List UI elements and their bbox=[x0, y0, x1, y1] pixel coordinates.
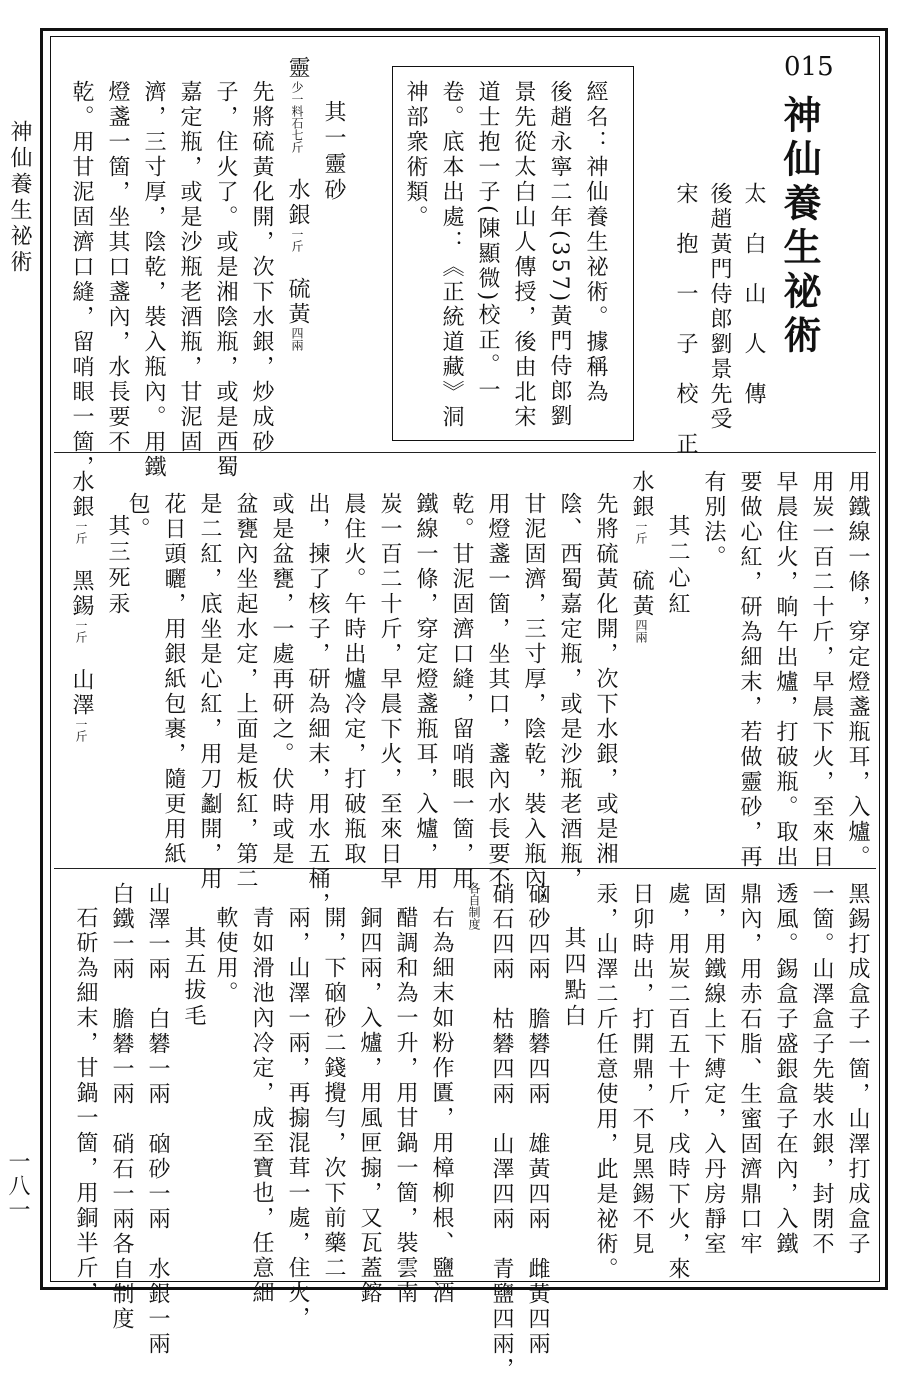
body-line: 或是盆甕，一處再研之。伏時或是 bbox=[269, 492, 294, 867]
section-title: 其三死汞 bbox=[105, 514, 130, 618]
body-line: 醋調和為一升，用甘鍋一箇，裝雲南 bbox=[393, 906, 418, 1306]
body-line: 用鐵線一條，穿定燈盞瓶耳，入爐。 bbox=[845, 470, 870, 870]
body-line: 要做心紅，研為細末，若做靈砂，再 bbox=[737, 470, 762, 870]
body-line: 嘉定瓶，或是沙瓶老酒瓶，甘泥固 bbox=[177, 80, 202, 455]
body-line: 花日頭曬，用銀紙包裹，隨更用紙 bbox=[161, 492, 186, 867]
ingredient-line: 硝石四兩 枯礬四兩 山澤四兩 青鹽四兩， bbox=[489, 882, 514, 1382]
body-line: 甘泥固濟，三寸厚，陰乾，裝入瓶內， bbox=[521, 492, 546, 917]
body-line: 處，用炭二百五十斤，戌時下火，來 bbox=[665, 882, 690, 1282]
ingredient-line: 山澤一兩 白礬一兩 硇砂一兩 水銀一兩 bbox=[145, 882, 170, 1357]
body-line: 濟，三寸厚，陰乾，裝入瓶內。用鐵 bbox=[141, 80, 166, 480]
text-number: 015 bbox=[784, 52, 834, 82]
body-line: 盆甕內坐起水定，上面是板紅，第二 bbox=[233, 492, 258, 892]
author-line: 後趙黃門侍郎劉景先受 bbox=[707, 182, 732, 432]
ingredient-line: 白鐵一兩 膽礬一兩 硝石一兩各自制度 bbox=[109, 882, 134, 1332]
body-line: 出，揀了核子，研為細末，用水五桶， bbox=[305, 492, 330, 917]
body-line: 早晨住火，晌午出爐，打破瓶。取出 bbox=[773, 470, 798, 870]
body-line: 子，住火了。或是湘陰瓶，或是西蜀 bbox=[213, 80, 238, 480]
body-line: 右為細末如粉作匱，用樟柳根、鹽酒 bbox=[429, 906, 454, 1306]
body-line: 炭一百二十斤，早晨下火，至來日早 bbox=[377, 492, 402, 892]
body-line: 黑錫打成盒子一箇，山澤打成盒子 bbox=[845, 882, 870, 1257]
body-line: 鼎內，用赤石脂、生蜜固濟鼎口牢 bbox=[737, 882, 762, 1257]
body-line: 用燈盞一箇，坐其口，盞內水長要不 bbox=[485, 492, 510, 892]
body-line: 日卯時出，打開鼎，不見黑錫不見 bbox=[629, 882, 654, 1257]
text-title: 神仙養生祕術 bbox=[777, 95, 821, 359]
body-line: 鐵線一條，穿定燈盞瓶耳，入爐，用 bbox=[413, 492, 438, 892]
note-line: 後趙永寧二年(357)黃門侍郎劉 bbox=[547, 80, 572, 430]
section-title: 其一靈砂 bbox=[321, 100, 346, 204]
author-line: 宋 抱 一 子 校 正 bbox=[673, 182, 698, 457]
section-title: 其二心紅 bbox=[665, 514, 690, 618]
body-line: 先將硫黃化開，次下水銀，或是湘 bbox=[593, 492, 618, 867]
note-line: 神部衆術類。 bbox=[403, 80, 428, 230]
ingredient-line: 硇砂四兩 膽礬四兩 雄黃四兩 雌黃四兩 bbox=[525, 882, 550, 1357]
body-line: 乾。用甘泥固濟口縫，留哨眼一箇， bbox=[69, 80, 94, 480]
body-line: 包。 bbox=[125, 492, 150, 542]
body-line: 透風。錫盒子盛銀盒子在內，入鐵 bbox=[773, 882, 798, 1257]
note-line: 卷。底本出處：《正統道藏》洞 bbox=[439, 80, 464, 430]
body-line: 青如滑池內冷定，成至寶也，任意細 bbox=[249, 906, 274, 1306]
note-line: 道士抱一子(陳顯微)校正。一 bbox=[475, 80, 500, 404]
body-line: 陰、西蜀嘉定瓶，或是沙瓶老酒瓶， bbox=[557, 492, 582, 892]
body-line: 晨住火。午時出爐冷定，打破瓶取 bbox=[341, 492, 366, 867]
body-line: 固，用鐵線上下縛定，入丹房靜室 bbox=[701, 882, 726, 1257]
body-line: 一箇。山澤盒子先裝水銀，封閉不 bbox=[809, 882, 834, 1257]
body-line: 用炭一百二十斤，早晨下火，至來日 bbox=[809, 470, 834, 870]
note-line: 經名：神仙養生祕術。據稱為 bbox=[583, 80, 608, 405]
page-number: 一八一 bbox=[5, 1150, 30, 1222]
preparation-note: 各自制度 bbox=[467, 882, 481, 930]
body-line: 先將硫黃化開，次下水銀，炒成砂 bbox=[249, 80, 274, 455]
body-line: 有別法。 bbox=[701, 470, 726, 570]
body-line: 軟使用。 bbox=[213, 906, 238, 1006]
ingredient-line: 水銀一斤 硫黃四兩 bbox=[629, 470, 654, 643]
body-line: 石斫為細末，甘鍋一箇，用銅半斤， bbox=[73, 906, 98, 1306]
section-title: 其四點白 bbox=[561, 926, 586, 1030]
ingredient-line: 靈少一料石七斤 水銀一斤 硫黃四兩 bbox=[285, 56, 310, 351]
note-line: 景先從太白山人傳授，後由北宋 bbox=[511, 80, 536, 430]
body-line: 是二紅，底坐是心紅，用刀劙開，用 bbox=[197, 492, 222, 892]
body-line: 兩，山澤一兩，再搧混茸一處，住火， bbox=[285, 906, 310, 1331]
body-line: 開，下硇砂二錢攪勻，次下前藥二 bbox=[321, 906, 346, 1281]
body-line: 乾。甘泥固濟口縫，留哨眼一箇，用 bbox=[449, 492, 474, 892]
section-title: 其五拔毛 bbox=[181, 926, 206, 1030]
body-line: 銅四兩，入爐，用風匣搧，又瓦蓋鎔 bbox=[357, 906, 382, 1306]
body-line: 汞，山澤二斤任意使用，此是祕術。 bbox=[593, 882, 618, 1282]
author-line: 太 白 山 人 傳 bbox=[741, 182, 766, 407]
margin-book-title: 神仙養生祕術 bbox=[7, 120, 32, 276]
body-line: 燈盞一箇，坐其口盞內，水長要不 bbox=[105, 80, 130, 455]
ingredient-line: 水銀一斤 黑錫一斤 山澤一斤 bbox=[69, 470, 94, 742]
